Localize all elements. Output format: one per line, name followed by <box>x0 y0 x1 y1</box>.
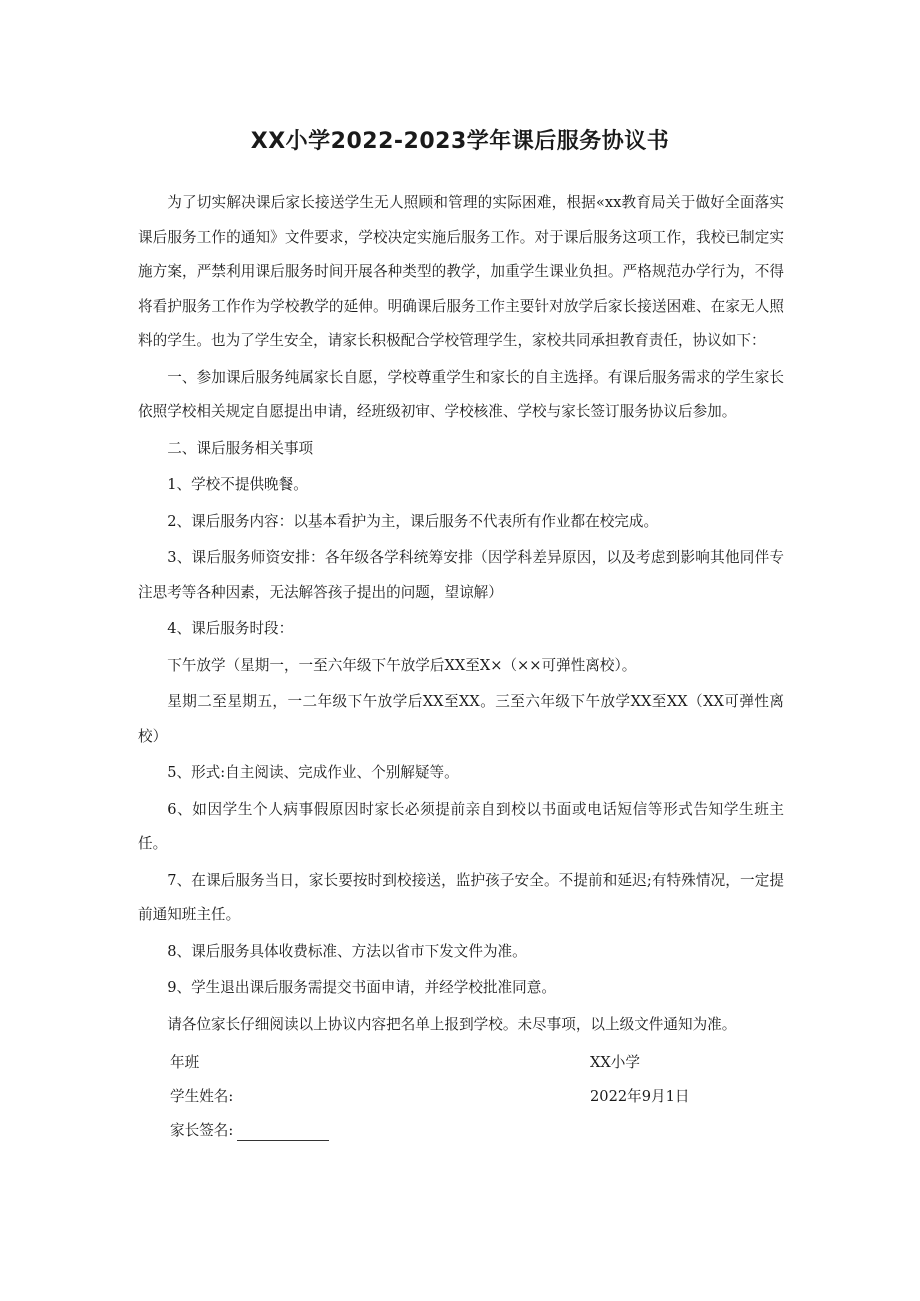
item-4-tue-fri: 星期二至星期五，一二年级下午放学后XX至XX。三至六年级下午放学XX至XX（XX可弹性离校） <box>138 693 784 745</box>
signature-line <box>237 1124 329 1141</box>
intro-paragraph: 为了切实解决课后家长接送学生无人照顾和管理的实际困难，根据«xx教育局关于做好全面落实课后服务工作的通知》文件要求，学校决定实施后服务工作。对于课后服务这项工作，我校已制定实施方案，严禁利用课后服务时间开展各种类型的教学，加重学生课业负担。严格规范办学行为，不得将看护服务工作作为学校教学的延伸。明确课后服务工作主要针对放学后家长接送困难、在家无人照料的学生。也为了学生安全，请家长积极配合学校管理学生，家校共同承担教育责任，协议如下： <box>138 194 784 349</box>
clause-one: 一、参加课后服务纯属家长自愿，学校尊重学生和家长的自主选择。有课后服务需求的学生家长依照学校相关规定自愿提出申请，经班级初审、学校核准、学校与家长签订服务协议后参加。 <box>138 368 784 420</box>
parent-sign-label: 家长签名: <box>170 1122 234 1139</box>
section-heading-two: 二、课后服务相关事项 <box>167 439 314 457</box>
item-2: 2、课后服务内容：以基本看护为主，课后服务不代表所有作业都在校完成。 <box>167 512 659 530</box>
item-7: 7、在课后服务当日，家长要按时到校接送，监护孩子安全。不提前和延迟;有特殊情况，一定提前通知班主任。 <box>138 871 784 923</box>
item-4-monday: 下午放学（星期一，一至六年级下午放学后XX至X×（××可弹性离校）。 <box>167 656 637 674</box>
footer-row-2 <box>170 1080 790 1114</box>
student-name-label: 学生姓名: <box>170 1088 234 1105</box>
footer-row-1 <box>170 1046 790 1080</box>
item-1: 1、学校不提供晚餐。 <box>167 476 308 493</box>
document-title: XX小学2022-2023学年课后服务协议书 <box>250 129 670 154</box>
item-3: 3、课后服务师资安排：各年级各学科统筹安排（因学科差异原因，以及考虑到影响其他同伴专注思考等各种因素，无法解答孩子提出的问题，望谅解） <box>138 549 784 601</box>
item-5: 5、形式:自主阅读、完成作业、个别解疑等。 <box>167 764 459 781</box>
item-9: 9、学生退出课后服务需提交书面申请，并经学校批准同意。 <box>167 979 556 996</box>
item-8: 8、课后服务具体收费标准、方法以省市下发文件为准。 <box>167 942 527 960</box>
document-date: 2022年9月1日 <box>590 1088 690 1105</box>
item-4: 4、课后服务时段： <box>167 620 294 637</box>
document-body <box>138 186 784 1044</box>
parent-signature <box>170 1114 329 1148</box>
school-name: XX小学 <box>590 1054 640 1071</box>
item-6: 6、如因学生个人病事假原因时家长必须提前亲自到校以书面或电话短信等形式告知学生班主任。 <box>138 800 784 852</box>
footer-row-3 <box>170 1114 790 1148</box>
closing-note: 请各位家长仔细阅读以上协议内容把名单上报到学校。未尽事项，以上级文件通知为准。 <box>167 1015 737 1033</box>
class-label: 年班 <box>170 1054 200 1071</box>
signature-block <box>170 1046 790 1148</box>
